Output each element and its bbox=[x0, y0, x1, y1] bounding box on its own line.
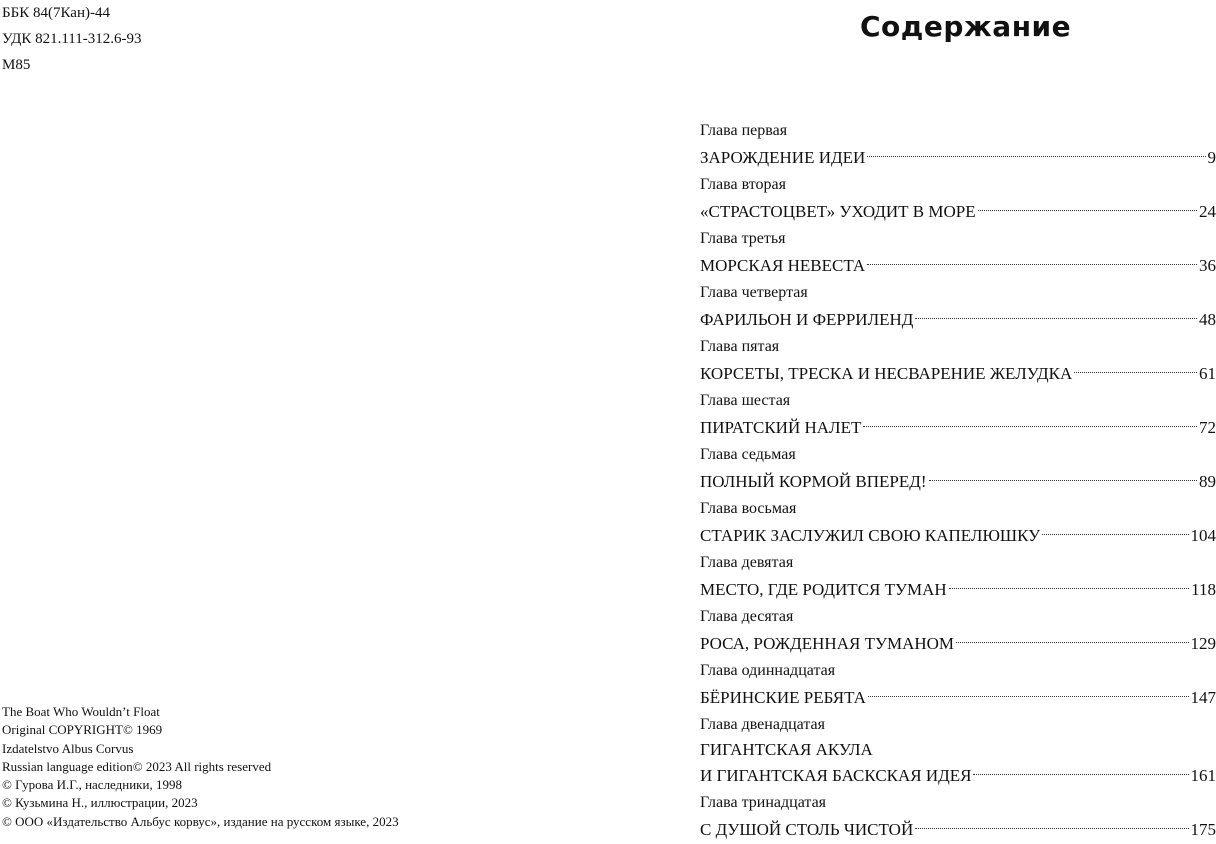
copyright-line: The Boat Who Wouldn’t Float bbox=[2, 703, 399, 721]
chapter-number: Глава седьмая bbox=[700, 442, 1216, 468]
leader-dots bbox=[929, 480, 1197, 481]
chapter-number: Глава четвертая bbox=[700, 280, 1216, 306]
toc-entry[interactable] bbox=[700, 118, 1216, 172]
toc-entry[interactable] bbox=[700, 442, 1216, 496]
chapter-number: Глава вторая bbox=[700, 172, 1216, 198]
chapter-title: ПИРАТСКИЙ НАЛЕТ bbox=[700, 414, 861, 442]
chapter-number: Глава десятая bbox=[700, 604, 1216, 630]
chapter-number: Глава третья bbox=[700, 226, 1216, 252]
toc-entry[interactable] bbox=[700, 604, 1216, 658]
copyright-line: © Гурова И.Г., наследники, 1998 bbox=[2, 776, 399, 794]
leader-dots bbox=[915, 828, 1188, 829]
chapter-title: ФАРИЛЬОН И ФЕРРИЛЕНД bbox=[700, 306, 913, 334]
toc-title: Содержание bbox=[860, 10, 1060, 43]
chapter-title: МОРСКАЯ НЕВЕСТА bbox=[700, 252, 865, 280]
copyright-block bbox=[2, 703, 399, 831]
page-number: 175 bbox=[1191, 816, 1216, 844]
toc-entry[interactable] bbox=[700, 658, 1216, 712]
chapter-title: РОСА, РОЖДЕННАЯ ТУМАНОМ bbox=[700, 630, 954, 658]
copyright-line: © Кузьмина Н., иллюстрации, 2023 bbox=[2, 794, 399, 812]
chapter-number: Глава восьмая bbox=[700, 496, 1216, 522]
page-number: 104 bbox=[1191, 522, 1216, 550]
toc-entry[interactable] bbox=[700, 280, 1216, 334]
right-page bbox=[700, 0, 1216, 836]
chapter-title-line1: ГИГАНТСКАЯ АКУЛА bbox=[700, 738, 1216, 762]
page-number: 89 bbox=[1199, 468, 1216, 496]
leader-dots bbox=[863, 426, 1197, 427]
toc-entry[interactable] bbox=[700, 550, 1216, 604]
chapter-number: Глава первая bbox=[700, 118, 1216, 144]
chapter-title: БЁРИНСКИЕ РЕБЯТА bbox=[700, 684, 866, 712]
leader-dots bbox=[867, 156, 1205, 157]
chapter-title: С ДУШОЙ СТОЛЬ ЧИСТОЙ bbox=[700, 816, 913, 844]
leader-dots bbox=[868, 696, 1189, 697]
chapter-title: КОРСЕТЫ, ТРЕСКА И НЕСВАРЕНИЕ ЖЕЛУДКА bbox=[700, 360, 1072, 388]
page-number: 72 bbox=[1199, 414, 1216, 442]
toc-entry[interactable] bbox=[700, 226, 1216, 280]
page-number: 118 bbox=[1191, 576, 1216, 604]
left-page bbox=[0, 0, 600, 836]
page-number: 36 bbox=[1199, 252, 1216, 280]
chapter-title: МЕСТО, ГДЕ РОДИТСЯ ТУМАН bbox=[700, 576, 947, 604]
page-number: 147 bbox=[1191, 684, 1216, 712]
chapter-number: Глава двенадцатая bbox=[700, 712, 1216, 738]
chapter-number: Глава девятая bbox=[700, 550, 1216, 576]
page-number: 48 bbox=[1199, 306, 1216, 334]
toc-list bbox=[700, 118, 1216, 844]
bbk-code: ББК 84(7Кан)-44 bbox=[2, 0, 141, 26]
copyright-line: Original COPYRIGHT© 1969 bbox=[2, 721, 399, 739]
toc-entry[interactable] bbox=[700, 334, 1216, 388]
toc-entry[interactable] bbox=[700, 712, 1216, 790]
page-number: 61 bbox=[1199, 360, 1216, 388]
leader-dots bbox=[978, 210, 1197, 211]
leader-dots bbox=[1042, 534, 1188, 535]
catalog-codes bbox=[2, 0, 141, 78]
leader-dots bbox=[949, 588, 1189, 589]
toc-entry[interactable] bbox=[700, 172, 1216, 226]
leader-dots bbox=[915, 318, 1197, 319]
toc-entry[interactable] bbox=[700, 496, 1216, 550]
copyright-line: Izdatelstvo Albus Corvus bbox=[2, 740, 399, 758]
chapter-title: И ГИГАНТСКАЯ БАСКСКАЯ ИДЕЯ bbox=[700, 762, 971, 790]
leader-dots bbox=[1074, 372, 1197, 373]
copyright-line: Russian language edition© 2023 All rights reserved bbox=[2, 758, 399, 776]
page-number: 24 bbox=[1199, 198, 1216, 226]
leader-dots bbox=[956, 642, 1188, 643]
page-number: 9 bbox=[1208, 144, 1216, 172]
copyright-line: © ООО «Издательство Альбус корвус», издание на русском языке, 2023 bbox=[2, 813, 399, 831]
page-number: 129 bbox=[1191, 630, 1216, 658]
chapter-title: «СТРАСТОЦВЕТ» УХОДИТ В МОРЕ bbox=[700, 198, 976, 226]
toc-entry[interactable] bbox=[700, 388, 1216, 442]
chapter-number: Глава одиннадцатая bbox=[700, 658, 1216, 684]
page-number: 161 bbox=[1191, 762, 1216, 790]
udk-code: УДК 821.111-312.6-93 bbox=[2, 26, 141, 52]
leader-dots bbox=[867, 264, 1197, 265]
chapter-number: Глава шестая bbox=[700, 388, 1216, 414]
author-mark: М85 bbox=[2, 52, 141, 78]
leader-dots bbox=[973, 774, 1188, 775]
chapter-title: СТАРИК ЗАСЛУЖИЛ СВОЮ КАПЕЛЮШКУ bbox=[700, 522, 1040, 550]
chapter-number: Глава тринадцатая bbox=[700, 790, 1216, 816]
chapter-number: Глава пятая bbox=[700, 334, 1216, 360]
chapter-title: ЗАРОЖДЕНИЕ ИДЕИ bbox=[700, 144, 865, 172]
chapter-title: ПОЛНЫЙ КОРМОЙ ВПЕРЕД! bbox=[700, 468, 927, 496]
